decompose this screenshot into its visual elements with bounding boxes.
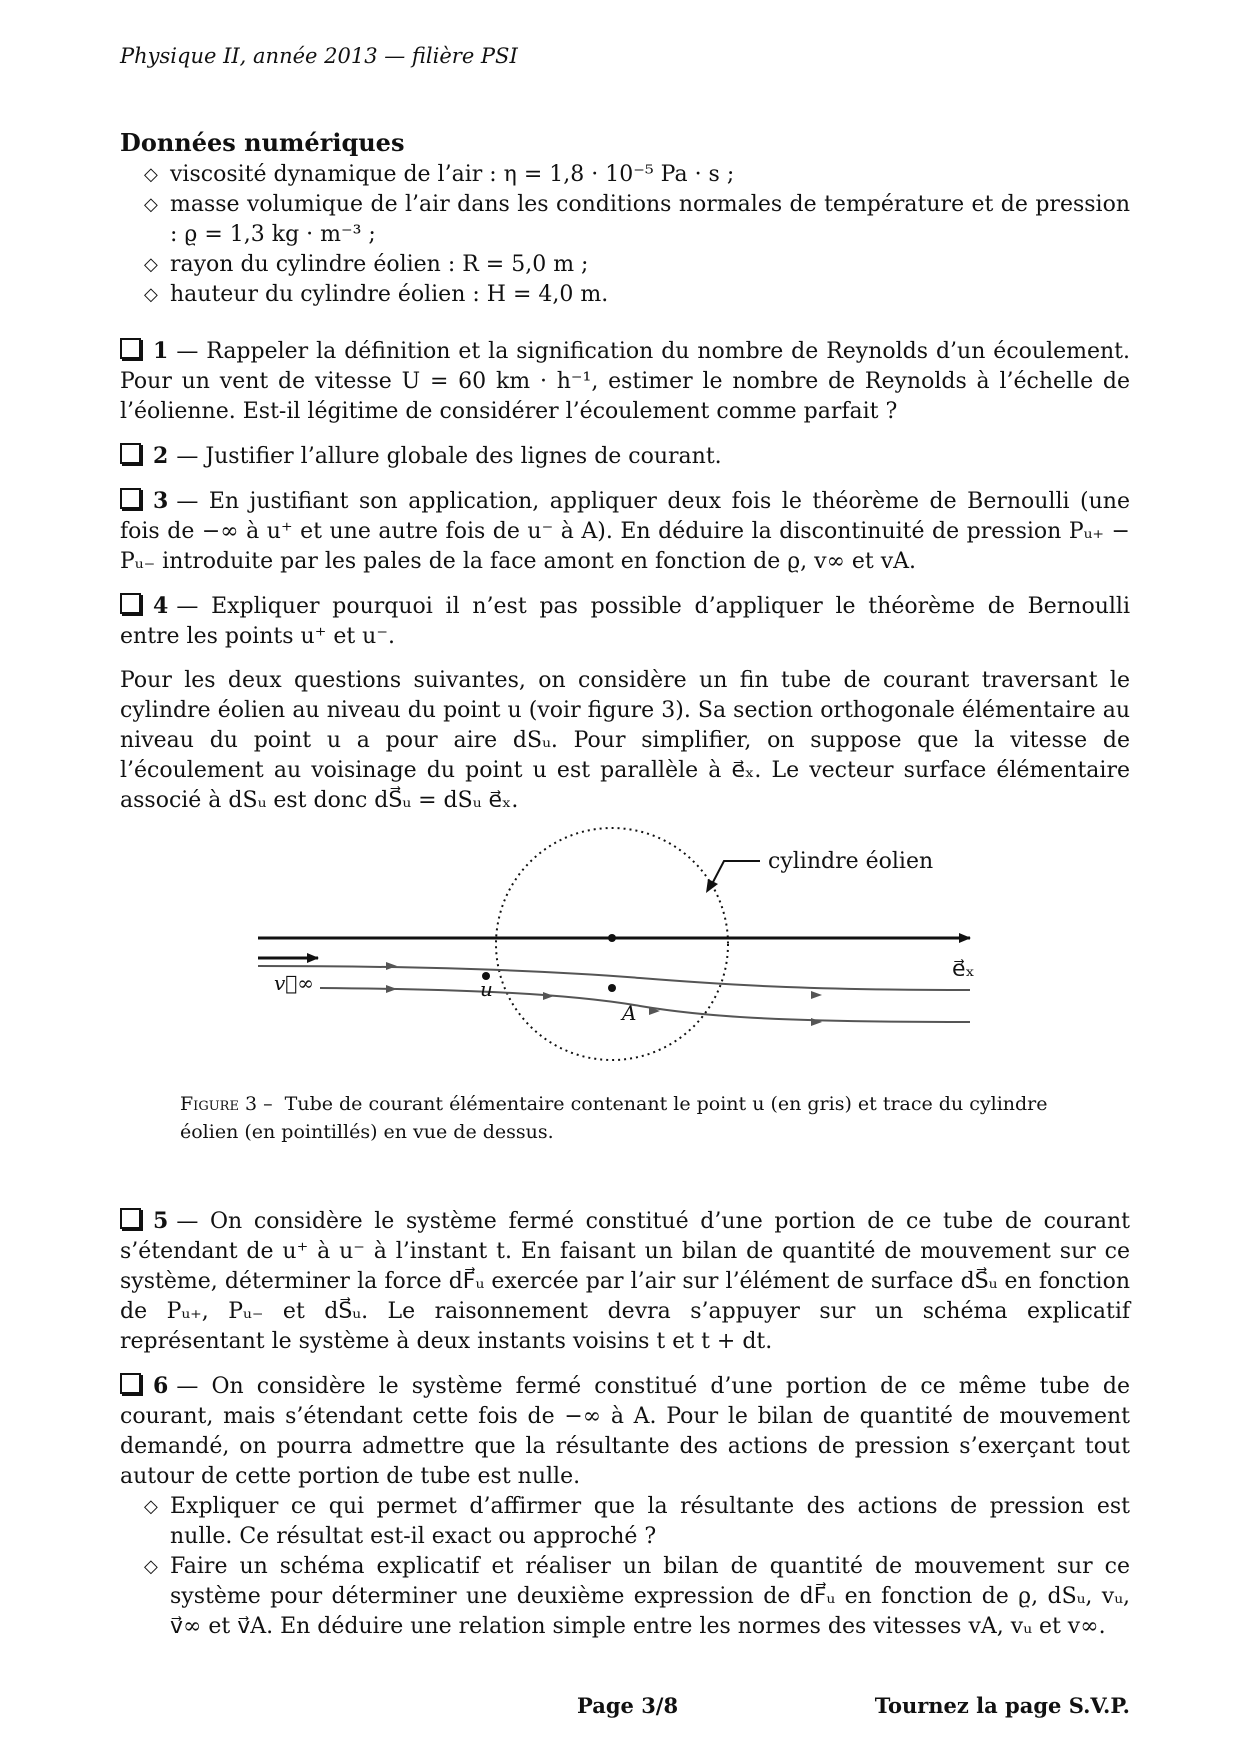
streamline-arrow-6 [811,1018,822,1026]
q6-list [120,1492,1130,1642]
figure-3 [120,824,1130,1080]
checkbox-icon [120,488,141,509]
question-6: 6 — On considère le système fermé constitué d’une portion de ce même tube de courant, mais s’étendant cette fois de −∞ à A. Pour le bilan de quantité de mouvement demandé, on pourra admettre que la résultante des actions de pression s’exerçant tout autour de cette portion de tube est nulle. [120,1373,1131,1489]
v-infinity-label: v⃗∞ [274,971,314,995]
question-number: 2 [153,443,169,469]
question-text: Rappeler la définition et la signification du nombre de Reynolds d’un écoulement. Pour un vent de vitesse U = 60 km · h⁻¹, estimer le nombre de Reynolds à l’échelle de l’éolienne. Est-il légitime de considérer l’écoulement comme parfait ? [120,339,1131,424]
question-text: On considère le système fermé constitué d’une portion de ce tube de courant s’étendant de u⁺ à u⁻ à l’instant t. En faisant un bilan de quantité de mouvement sur ce système, déterminer la force dF⃗ᵤ exercée par l’air sur l’élément de surface dS⃗ᵤ en fonction de Pᵤ₊, Pᵤ₋ et dS⃗ᵤ. Le raisonnement devra s’appuyer sur un schéma explicatif représentant le système à deux instants voisins t et t + dt. [120,1209,1130,1354]
caption-text: Tube de courant élémentaire contenant le point u (en gris) et trace du cylindre éolien (en pointillés) en vue de dessus. [180,1093,1048,1143]
data-list [120,160,1130,310]
question-number: 6 [153,1373,169,1399]
question-text: En justifiant son application, appliquer deux fois le théorème de Bernoulli (une fois de −∞ à u⁺ et une autre fois de u⁻ à A). En déduire la discontinuité de pression Pᵤ₊ − Pᵤ₋ introduite par les pales de la face amont en fonction de ϱ, v∞ et vA. [120,489,1130,574]
question-number: 4 [153,593,169,619]
diamond-bullet-icon: ◇ [144,284,158,305]
question-number: 3 [153,488,169,514]
question-number: 5 [153,1208,169,1234]
list-item: ◇ rayon du cylindre éolien : R = 5,0 m ; [120,250,1130,280]
turn-page-note: Tournez la page S.V.P. [874,1693,1130,1718]
axis-center-dot [608,934,616,942]
page-content [120,128,1130,1668]
streamline-arrow-2 [386,985,397,993]
streamline-lower [320,988,970,1022]
checkbox-icon [120,1208,141,1229]
point-a-label: A [622,1001,637,1025]
question-text: Expliquer pourquoi il n’est pas possible d’appliquer le théorème de Bernoulli entre les points u⁺ et u⁻. [120,594,1131,649]
diamond-bullet-icon: ◇ [144,254,158,275]
question-text: Justifier l’allure globale des lignes de courant. [205,444,722,469]
figure-caption [180,1090,1070,1146]
question-5: 5 — On considère le système fermé constitué d’une portion de ce tube de courant s’étendant de u⁺ à u⁻ à l’instant t. En faisant un bilan de quantité de mouvement sur ce système, déterminer la force dF⃗ᵤ exercée par l’air sur l’élément de surface dS⃗ᵤ en fonction de Pᵤ₊, Pᵤ₋ et dS⃗ᵤ. Le raisonnement devra s’appuyer sur un schéma explicatif représentant le système à deux instants voisins t et t + dt. [120,1208,1130,1354]
question-1: 1 — Rappeler la définition et la signification du nombre de Reynolds d’un écoulement. Pour un vent de vitesse U = 60 km · h⁻¹, estimer le nombre de Reynolds à l’échelle de l’éolienne. Est-il légitime de considérer l’écoulement comme parfait ? [120,338,1131,424]
diamond-bullet-icon: ◇ [144,164,158,185]
checkbox-icon [120,443,141,464]
list-item: ◇ hauteur du cylindre éolien : H = 4,0 m. [120,280,1130,310]
streamline-arrow-1 [386,962,397,970]
diamond-bullet-icon: ◇ [144,1556,158,1577]
pointer-line [712,861,760,884]
point-a-dot [608,984,616,992]
cylinder-label: cylindre éolien [768,849,934,874]
list-item: ◇ Expliquer ce qui permet d’affirmer que la résultante des actions de pression est nulle. Ce résultat est-il exact ou approché ? [144,1494,1130,1549]
streamline-arrow-5 [811,991,822,999]
section-title: Données numériques [120,128,405,157]
question-4: 4 — Expliquer pourquoi il n’est pas possible d’appliquer le théorème de Bernoulli entre les points u⁺ et u⁻. [120,593,1131,649]
diamond-bullet-icon: ◇ [144,1496,158,1517]
list-item: ◇ masse volumique de l’air dans les conditions normales de température et de pression : ϱ = 1,3 kg · m⁻³ ; [144,192,1130,247]
page-number: Page 3/8 [577,1693,679,1718]
question-2: 2 — Justifier l’allure globale des lignes de courant. [120,441,1130,472]
list-item: ◇ viscosité dynamique de l’air : η = 1,8 · 10⁻⁵ Pa · s ; [120,160,1130,190]
checkbox-icon [120,593,141,614]
ex-label: e⃗ₓ [952,957,975,982]
checkbox-icon [120,338,141,359]
streamtube-diagram [120,824,1130,1080]
intro-paragraph: Pour les deux questions suivantes, on considère un fin tube de courant traversant le cylindre éolien au niveau du point u (voir figure 3). Sa section orthogonale élémentaire au niveau du point u a pour aire dSᵤ. Pour simplifier, on suppose que la vitesse de l’écoulement au voisinage du point u est parallèle à e⃗ₓ. Le vecteur surface élémentaire associé à dSᵤ est donc dS⃗ᵤ = dSᵤ e⃗ₓ. [120,668,1130,813]
page-header: Physique II, année 2013 — filière PSI [120,44,518,68]
list-item: ◇ Faire un schéma explicatif et réaliser un bilan de quantité de mouvement sur ce système pour déterminer une deuxième expression de dF⃗ᵤ en fonction de ϱ, dSᵤ, vᵤ, v⃗∞ et v⃗A. En déduire une relation simple entre les normes des vitesses vA, vᵤ et v∞. [144,1554,1130,1639]
point-u-label: u [480,977,493,1001]
wind-cylinder-trace [496,828,728,1060]
question-number: 1 [153,338,169,364]
caption-label: Figure 3 – [180,1093,273,1115]
diamond-bullet-icon: ◇ [144,194,158,215]
question-3: 3 — En justifiant son application, appliquer deux fois le théorème de Bernoulli (une fois de −∞ à u⁺ et une autre fois de u⁻ à A). En déduire la discontinuité de pression Pᵤ₊ − Pᵤ₋ introduite par les pales de la face amont en fonction de ϱ, v∞ et vA. [120,488,1130,574]
streamline-arrow-3 [543,992,554,1000]
question-text: On considère le système fermé constitué d’une portion de ce même tube de courant, mais s’étendant cette fois de −∞ à A. Pour le bilan de quantité de mouvement demandé, on pourra admettre que la résultante des actions de pression s’exerçant tout autour de cette portion de tube est nulle. [120,1374,1131,1489]
checkbox-icon [120,1373,141,1394]
